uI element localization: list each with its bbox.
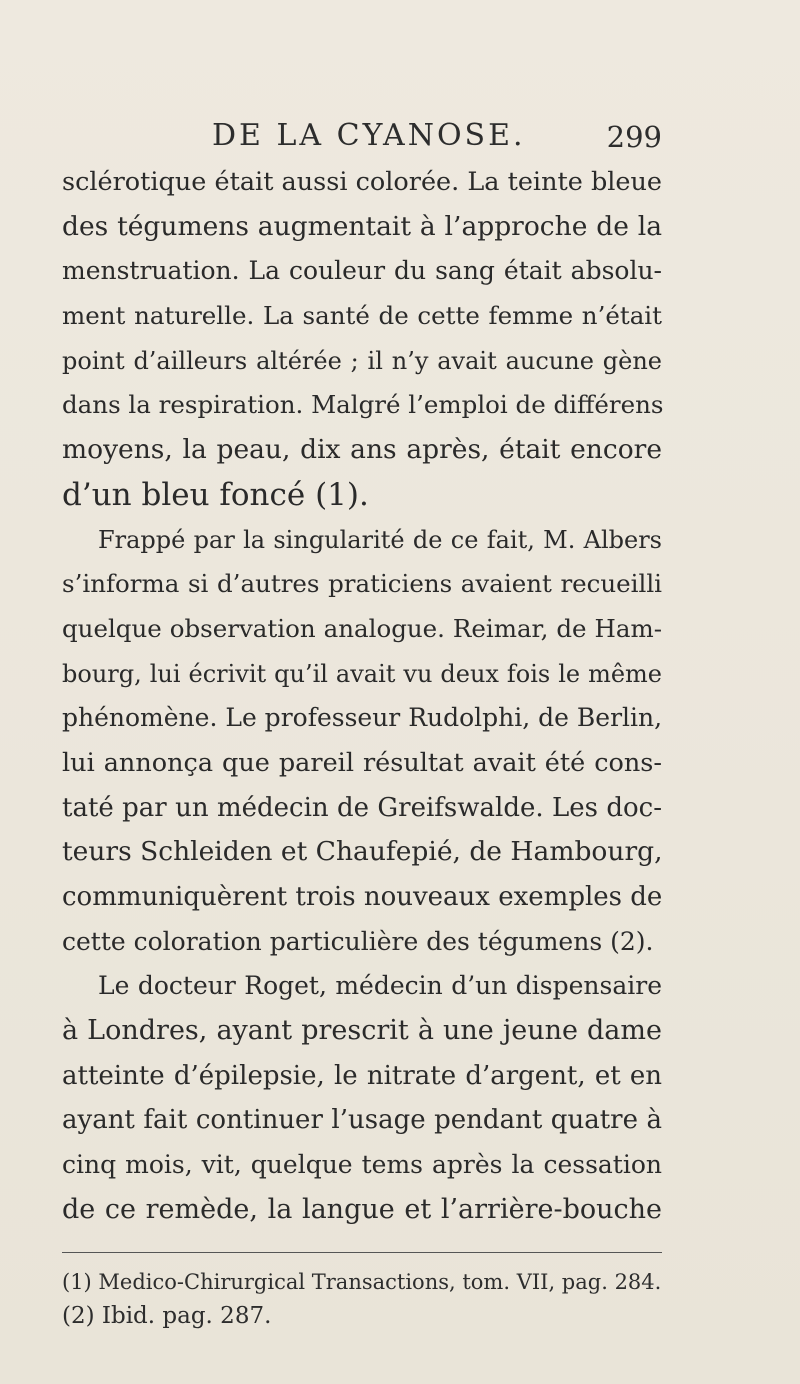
text-line: atteinte d’épilepsie, le nitrate d’argent, et en — [62, 1060, 662, 1091]
text-line: point d’ailleurs altérée ; il n’y avait aucune gène — [62, 346, 662, 375]
footnote: (1) Medico-Chirurgical Transactions, tom. VII, pag. 284. — [62, 1270, 662, 1294]
text-line: ayant fait continuer l’usage pendant quatre à — [62, 1105, 662, 1136]
body-text — [62, 160, 662, 1233]
text-line: ment naturelle. La santé de cette femme n’était — [62, 301, 662, 331]
page-number: 299 — [606, 120, 662, 154]
footnote-divider — [62, 1252, 662, 1253]
text-line: de ce remède, la langue et l’arrière-bouche — [62, 1193, 662, 1225]
text-line: des tégumens augmentait à l’approche de la — [62, 210, 662, 242]
footnote: (2) Ibid. pag. 287. — [62, 1303, 272, 1329]
text-line: menstruation. La couleur du sang était absolu- — [62, 256, 662, 286]
running-title: DE LA CYANOSE. — [212, 118, 526, 153]
text-line: lui annonça que pareil résultat avait été cons- — [62, 747, 662, 778]
text-line: dans la respiration. Malgré l’emploi de différens — [62, 390, 664, 420]
text-line: cette coloration particulière des tégumens (2). — [62, 926, 654, 956]
text-line: communiquèrent trois nouveaux exemples de — [62, 882, 663, 912]
text-line: à Londres, ayant prescrit à une jeune dame — [62, 1015, 662, 1047]
text-line: teurs Schleiden et Chaufepié, de Hambourg, — [62, 836, 663, 868]
text-line: d’un bleu foncé (1). — [62, 476, 369, 513]
text-line: s’informa si d’autres praticiens avaient recueilli — [62, 569, 662, 599]
text-line: Le docteur Roget, médecin d’un dispensaire — [98, 971, 662, 1001]
text-line: quelque observation analogue. Reimar, de Ham- — [62, 613, 662, 643]
footnotes — [62, 1265, 662, 1333]
text-line: bourg, lui écrivit qu’il avait vu deux fois le même — [62, 659, 662, 688]
text-line: moyens, la peau, dix ans après, était encore — [62, 434, 662, 466]
text-line: cinq mois, vit, quelque tems après la cessation — [62, 1150, 662, 1180]
text-line: taté par un médecin de Greifswalde. Les doc- — [62, 792, 662, 823]
text-line: phénomène. Le professeur Rudolphi, de Berlin, — [62, 703, 663, 733]
page-header — [62, 118, 662, 162]
text-line: sclérotique était aussi colorée. La teinte bleue — [62, 167, 663, 197]
text-line: Frappé par la singularité de ce fait, M. Albers — [98, 525, 662, 554]
